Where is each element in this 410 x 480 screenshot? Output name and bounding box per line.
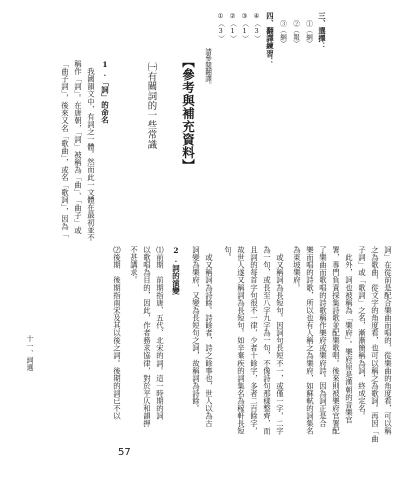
para-line: 詞變為樂府，又變為長短句之詞，故稱詞為詩餘。: [191, 246, 201, 413]
q4-answer: ③（1）: [240, 12, 249, 42]
para-line: 句。: [223, 246, 233, 262]
para-line: 為一句，或長至八字九字為一句，不像詩句那樣整齊，而: [262, 246, 272, 435]
para-line: 了樂曲而歌唱的詩歌稱作樂府或樂府詩。因為詞正是合: [318, 246, 328, 428]
para-line: 署，專門負責採集詩歌並配樂歌唱。後來則被樂府官署配: [331, 246, 341, 435]
supplement-subtitle: ㈠有關詞的一些常識: [145, 62, 157, 150]
para-line: 不甚講求。: [129, 246, 139, 284]
q3-heading: 三、選擇：: [317, 12, 327, 50]
q3-option: ③（網）: [278, 20, 287, 47]
q4-answer: ②（1）: [228, 12, 237, 42]
q4-heading: 四、翻譯練習：: [265, 12, 275, 65]
para-line: 或又稱詞為詩餘。詩餘者，詩之餘事也，世人以為古: [204, 246, 214, 428]
q4-answer: ①（3）: [216, 12, 225, 42]
para-line: 且詞的每首字句很不一律，少者十餘字，多者二百餘字，: [249, 246, 259, 435]
para-line: 樂而唱的詩歌，所以也有人稱之為樂府，如蘇軾的詞集名: [305, 246, 315, 435]
para-line: 故世人遂又稱詞為長短句。如辛棄疾的詞集名為稼軒長短: [236, 246, 246, 435]
para-line: 「曲子詞」，後來又名「歌曲」，或名「歌詞」，因為「: [60, 60, 70, 238]
page-number: 57: [118, 447, 131, 458]
para-line: 為東坡樂府。: [292, 246, 302, 292]
section1-heading: 1.「詞」的命名: [100, 60, 110, 124]
q4-instruction: 請參閱翻譯。: [203, 48, 212, 89]
q3-option: ②（報）: [291, 20, 300, 47]
para-line: ⑵後期 後期指南宋及其以後之詞。後期的詞已不以: [112, 246, 122, 420]
para-line: 此外，詞也被稱為「樂府」。樂府原是漢朝的音樂官: [344, 246, 354, 424]
para-line: 稱作「詞」。在唐朝，「詞」被稱為「曲」、「曲子」或: [73, 60, 83, 234]
para-line: 子詞」或「歌詞」之名，漸漸簡稱為詞，終成定名。: [357, 246, 367, 420]
para-line: ⑴前期 前期指唐、五代、北宋的詞。這一時期的詞: [155, 246, 165, 420]
para-line: 以歌唱為目的，因此，作者務求協律，對於平仄和韻押: [142, 246, 152, 428]
para-line: 詞」在從前是配合樂曲而唱的，從樂曲的角度看，可以稱: [383, 246, 393, 435]
supplement-title: 【參考與補充資料】: [180, 55, 196, 172]
q3-option: ①（網）: [304, 20, 313, 47]
q4-answer: ④（3）: [252, 12, 261, 42]
para-line: 我國韻文中，有詞之一體。然而此一文體在最初並不: [86, 60, 96, 242]
page-folio: 十一、詞選: [26, 335, 34, 371]
para-line: 之為歌曲，從文字的角度看，也可以稱之為歌詞。再因「曲: [370, 246, 380, 443]
section2-heading: 2.詞的演變: [171, 246, 181, 295]
para-line: 或又稱詞為長短句。因詞句長短不一，或僅一字，二字: [275, 246, 285, 435]
